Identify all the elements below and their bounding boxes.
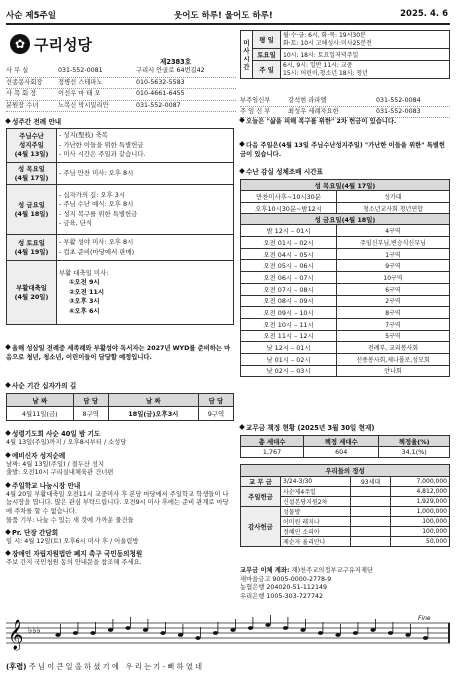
adoration-head: 성 목요일(4월 17일) [241,180,450,191]
cross-head: 담 당 [73,394,108,407]
offering-item: 3/24-3/30 [281,477,351,487]
notice-text: 4월 20일 부활대축일 오전11시 교중미사 후 본당 마당에서 주일학교 학생들이 나눔시장을 엽니다. 많은 관심 부탁드립니다. 오전9시 미사 후에는 준비 관계로 마당에 주차를 할 수 없습니다. 물품 기부: 나눌 수 있는 새 것에 가까운 물건들 [6,490,229,524]
header-center: 웃어도 하루! 울어도 하루! [174,11,273,21]
schedule-item: - 컵초 준비(마당에서 판매) [59,247,135,256]
schedule-item: - 가난한 이들을 위한 특별헌금 [59,140,144,149]
adoration-title: 수난 감실 성체조배 시간표 [240,168,323,177]
bank-account: 우리은행 1005-303-727742 [240,592,323,600]
cross-head: 날 짜 [108,394,198,407]
offering-count: 93세대 [351,477,391,487]
offering-count [351,507,391,517]
notice-title: Pr. 단장 간담회 [12,529,59,538]
adoration-time: 오전 07시 – 08시 [241,283,337,295]
adoration-time: 오전 09시 – 10시 [241,307,337,319]
offering-amount: 1,000,000 [391,507,450,517]
schedule-item: - 십자가의 길: 오후 3시 [59,190,126,199]
adoration-table [240,179,450,377]
mass-text: 10시: 18시: 토요일저녁주일 [281,49,450,61]
staff-role: 분원장 수녀 [6,101,39,109]
adoration-group: 전례부, 교리봉사회 [337,342,450,354]
schedule-item: - 주님 만찬 미사: 오후 8시 [59,168,134,177]
music-note [55,633,60,637]
offering-item: 이미원 레지나 [281,517,351,527]
offering-row [241,487,450,497]
offering-amount: 50,000 [391,537,450,547]
holy-week-title: 성주간 전례 안내 [6,118,61,127]
cross-cell: 4월11일(금) [7,407,74,421]
adoration-row [241,353,450,365]
schedule-item: ④오후 6시 [69,306,100,315]
census-cell: 604 [304,447,379,458]
second-collection-note: 오늘은 "삶을 피해 복구를 위한" 2차 헌금이 있습니다. [240,118,450,127]
adoration-group: 8구역 [337,307,450,319]
adoration-time: 오전 08시 – 09시 [241,295,337,307]
staff-contact: 010-4661-6455 [136,90,185,97]
adoration-row [241,365,450,377]
priest-name: 최성우 세례자요한 [288,108,339,115]
music-note [300,628,305,632]
schedule-day: 성 토요일 (4월 19일) [7,235,57,261]
music-note [265,623,270,627]
offering-count [351,487,391,497]
adoration-time: 만찬미사후~10시30분 [241,191,337,203]
adoration-group: 주임신부님,변승식신부님 [337,237,450,249]
offering-row [241,477,450,487]
schedule-item: ③오후 3시 [69,297,100,306]
schedule-items [57,163,234,185]
adoration-row [241,283,450,295]
offering-category: 교 무 금 [241,477,281,487]
notice-title: 주일학교 나눔시장 안내 [12,481,81,490]
schedule-row [7,235,234,261]
offering-table [240,464,450,547]
staff-row [6,101,236,113]
schedule-items [57,235,234,261]
music-note [318,631,323,635]
census-cell: 1,767 [241,447,304,458]
mass-day: 주 일 [253,61,281,79]
lyrics: 주 님 이 큰 일 을 하 셨 기 에 우 리 는 기 - 뻐 하 였 네 [28,662,203,671]
staff-list [6,66,236,112]
music-staff [6,615,450,659]
schedule-item: - 주님 수난 예식: 오후 8시 [59,200,134,208]
header-date: 2025. 4. 6 [400,9,448,19]
music-note [230,628,235,632]
adoration-row [241,295,450,307]
notice-text: 주보 간지 국민청원 동의 안내문을 참조해 주세요. [6,558,142,566]
schedule-row [7,261,234,325]
staff-name: 노복신 막시밀리안 [58,101,109,109]
adoration-group: 5구역 [337,330,450,342]
header-bar [6,3,450,25]
adoration-row [241,307,450,319]
offering-item: 사순제4주일 [281,487,351,497]
music-note [178,633,183,637]
census-head: 총 세대수 [241,436,304,447]
music-note [108,628,113,632]
schedule-day: 부활대축일 (4월 20일) [7,261,57,325]
offering-count [351,537,391,547]
cross-way-table [6,393,234,421]
adoration-row [241,191,450,203]
priest-phone: 031-552-0084 [376,97,421,104]
music-note [160,631,165,635]
music-note [73,631,78,635]
staff-name: 이선우 마 태 오 [58,90,101,97]
mass-time-table [240,30,450,79]
staff-contact: 031-552-0087 [136,101,181,109]
schedule-items [57,185,234,235]
adoration-group: 4구역 [337,225,450,237]
offering-row [241,507,450,517]
notice-block [6,430,234,567]
adoration-time: 오전 10시 – 11시 [241,318,337,330]
offering-amount: 1,929,000 [391,497,450,507]
notice-title: 예비신자 성지순례 [12,451,66,460]
offering-count [351,517,391,527]
music-note [195,636,200,640]
notice-title: 성령기도회 사순 40일 밤 기도 [12,430,101,438]
bank-account: 새마을금고 9005-0000-2778-9 [240,575,332,583]
notice-text: 일 시: 4월 12일(토) 오후6시 미사 후 / 어울림방 [6,538,139,546]
schedule-day: 주님수난 성지주일 (4월 13일) [7,129,57,163]
readers-note: 올해 성삼일 전례중 세족례와 부활성야 독서자는 2027년 WYD를 준비하는 마음으로 청년, 청소년, 어린이들이 담당할 예정입니다. [6,345,231,361]
mass-text: 6시, 9시: 일반 11시: 교중 15시: 어린이,청소년 18시: 청년 [281,61,450,79]
adoration-group: 안나회 [337,365,450,377]
offering-item: 성물방 [281,507,351,517]
holy-week-table [6,128,234,325]
offering-category: 감사헌금 [241,507,281,547]
music-note [353,631,358,635]
staff-contact: 010-5632-5583 [136,78,185,86]
priest-name: 강석현 라파엘 [288,97,327,104]
church-logo-icon: ✿ [10,34,30,54]
schedule-item: 부활 대축일 미사: [59,268,109,277]
schedule-day: 성 목요일 (4월 17일) [7,163,57,185]
mass-day: 평 일 [253,31,281,49]
offering-amount: 4,812,000 [391,487,450,497]
adoration-group: 7구역 [337,318,450,330]
adoration-time: 오전 11시 – 12시 [241,330,337,342]
notice-title: 장애인 자립지원법안 폐지 촉구 국민동의청원 [12,549,143,558]
adoration-row [241,272,450,284]
mass-side-label: 미사시간 [241,31,253,79]
adoration-time: 오후10시30분~밤12시 [241,202,337,214]
music-note [213,631,218,635]
priest-row [240,96,450,107]
staff-name: 031-552-0081 [58,67,103,74]
adoration-time: 낮 01시 – 02시 [241,353,337,365]
adoration-time: 낮 02시 – 03시 [241,365,337,377]
music-note [248,626,253,630]
adoration-head: 성 금요일(4월 18일) [241,214,450,225]
adoration-group: 청소년교사회 청년연합 [337,202,450,214]
adoration-row [241,202,450,214]
adoration-group: 1구역 [337,248,450,260]
schedule-item: - 금육, 단식 [59,219,93,227]
offering-count [351,527,391,537]
cross-head: 담 당 [198,394,233,407]
bank-account: 농협은행 204020-51-112149 [240,584,327,592]
header-left: 사순 제5주일 [6,11,56,21]
schedule-item: - 성지(聖枝) 축복 [59,131,108,140]
adoration-time: 밤 12시 – 01시 [241,225,337,237]
adoration-row [241,225,450,237]
schedule-row [7,163,234,185]
census-table [240,435,450,458]
census-head: 책정율(%) [379,436,450,447]
mass-day: 토요일 [253,49,281,61]
cross-cell: 9구역 [198,407,233,421]
adoration-time: 오전 01시 – 02시 [241,237,337,249]
priest-row [240,107,450,118]
music-note [335,633,340,637]
svg-text:𝄞: 𝄞 [8,620,24,650]
music-note [370,628,375,632]
priest-phone: 031-552-0083 [376,108,421,115]
music-note [125,626,130,630]
census-title: 교무금 책정 현황 (2025년 3월 30일 현재) [240,424,374,433]
adoration-row [241,342,450,354]
adoration-group: 9구역 [337,260,450,272]
svg-text:♭♭♭: ♭♭♭ [28,626,41,636]
music-note [143,628,148,632]
music-note [388,631,393,635]
adoration-group: 선종봉사회,제나폴로,성모회 [337,353,450,365]
offering-category: 주일헌금 [241,487,281,507]
cross-cell: 18일(금)오후3시 [108,407,198,421]
notice-text: 4월 13일(주일)까지 / 오후8시부터 / 소성당 [6,439,127,446]
offering-amount: 7,000,000 [391,477,450,487]
offering-title: 우리들의 정성 [241,465,450,477]
census-head: 책정 세대수 [304,436,379,447]
adoration-head-row [241,214,450,225]
priest-role: 주 임 신 부 [240,108,271,115]
music-note [90,631,95,635]
staff-role: 선종봉사회장 [6,78,43,86]
adoration-time: 오전 04시 – 05시 [241,248,337,260]
offering-amount: 100,000 [391,517,450,527]
offering-item: 제순자 율리안나 [281,537,351,547]
adoration-time: 오전 06시 – 07시 [241,272,337,284]
adoration-row [241,260,450,272]
special-collection-note: 다음 주일은(4월 13일 주님수난성지주일) "가난한 이들을 위한" 특별헌금이 있습니다. [240,142,445,158]
adoration-row [241,330,450,342]
cross-way-title: 사순 기간 십자가의 길 [6,382,76,391]
schedule-item: - 성지 복구를 위한 특별헌금 [59,209,138,218]
adoration-row [241,248,450,260]
bank-info [240,567,452,601]
offering-count [351,497,391,507]
schedule-row [7,185,234,235]
schedule-item: ②오전 11시 [69,287,105,296]
refrain-label: (후렴) [6,662,27,671]
staff-row [6,89,236,101]
adoration-group: 10구역 [337,272,450,284]
adoration-time: 오전 05시 – 06시 [241,260,337,272]
music-note [423,636,428,640]
schedule-item: - 미사 시간은 주일과 같습니다. [59,150,146,159]
adoration-time: 낮 12시 – 01시 [241,342,337,354]
schedule-items [57,261,234,325]
staff-role: 사 무 실 [6,67,29,74]
staff-row [6,66,236,78]
fine-mark: Fine [418,615,431,622]
offering-head-row [241,465,450,477]
adoration-row [241,237,450,249]
adoration-head-row [241,180,450,191]
schedule-row [7,129,234,163]
cross-cell: 8구역 [73,407,108,421]
schedule-item: ①오전 9시 [69,278,100,287]
schedule-items [57,129,234,163]
music-note [405,633,410,637]
priest-role: 부주임신부 [240,97,271,104]
offering-item: 신설본당지원2차 [281,497,351,507]
issue-number: 제2383호 [160,58,192,66]
offering-item: 정혜인 소피아 [281,527,351,537]
priest-list [240,96,450,118]
census-cell: 34.1(%) [379,447,450,458]
adoration-row [241,318,450,330]
offering-amount: 100,000 [391,527,450,537]
staff-row [6,78,236,90]
adoration-group: 2구역 [337,295,450,307]
lyrics-line [6,662,202,672]
adoration-group: 성가대 [337,191,450,203]
schedule-day: 성 금요일 (4월 18일) [7,185,57,235]
staff-contact: 구리시 안골로 64번길42 [136,67,205,74]
adoration-group: 6구역 [337,283,450,295]
staff-name: 정병선 스테파노 [58,78,103,86]
bank-label: 교무금 이체 계좌: [240,567,290,574]
cross-head: 날 짜 [7,394,74,407]
mass-text: 월·수·금: 6시, 화·목: 19시30분 화·토: 10시 고해성사:미사25분전 [281,31,450,49]
notice-text: 날짜: 4월 13일(주일) / 절두산 성지 출발: 오전10시 구리실내체육관 건너편 [6,460,114,477]
music-note [283,626,288,630]
bank-owner: 재)천주교의정부교구유지재단 [291,567,374,574]
staff-role: 사 목 회 장 [6,90,37,97]
church-name: 구리성당 [34,36,92,54]
schedule-item: - 부활 성야 미사: 오후 8시 [59,238,134,246]
